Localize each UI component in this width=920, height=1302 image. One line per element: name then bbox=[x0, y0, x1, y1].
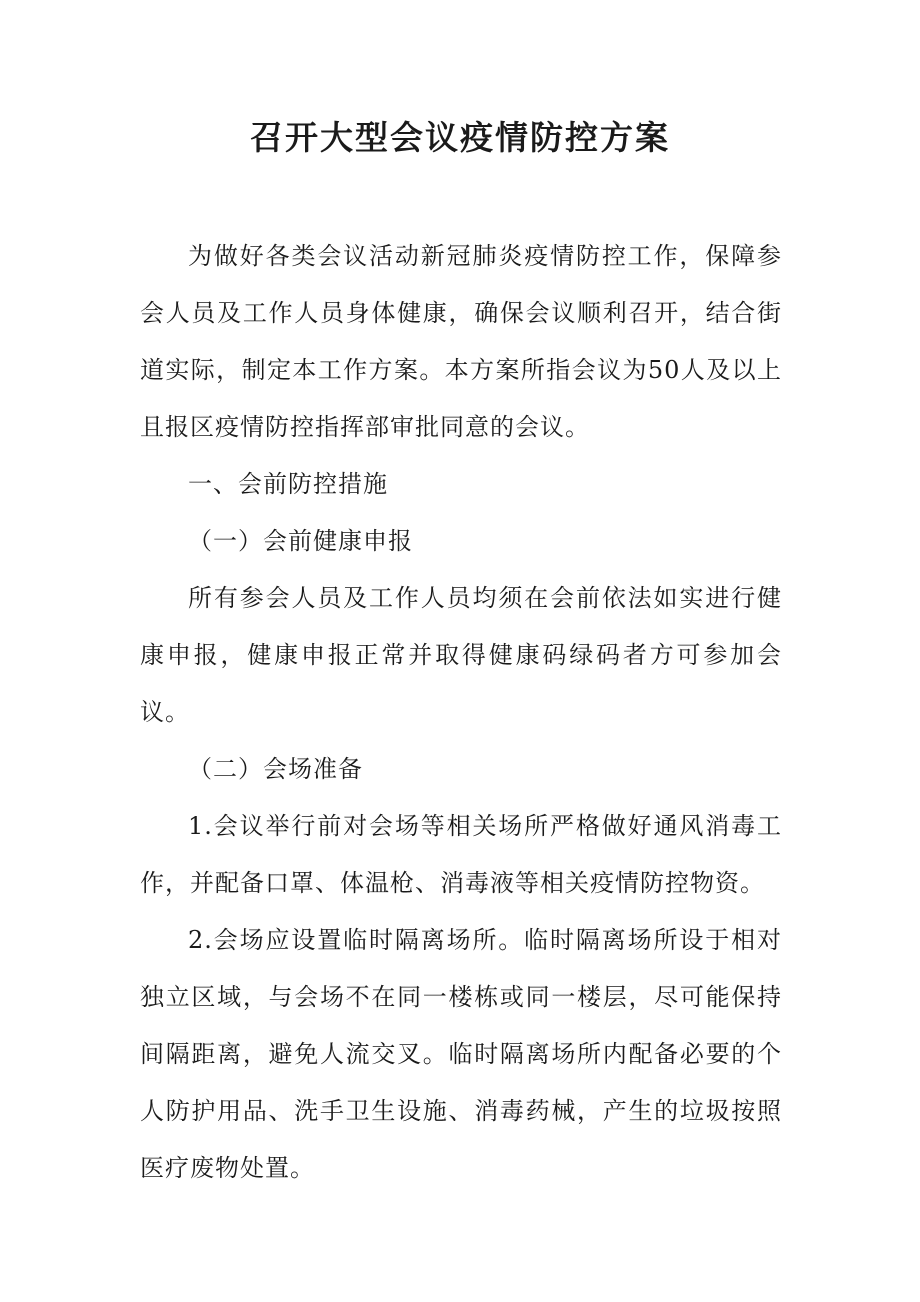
subsection-heading-1: （一）会前健康申报 bbox=[188, 527, 413, 555]
document-body bbox=[140, 228, 782, 1197]
venue-item-2-paragraph: 2.会场应设置临时隔离场所。临时隔离场所设于相对独立区域，与会场不在同一楼栋或同一楼层，尽可能保持间隔距离，避免人流交叉。临时隔离场所内配备必要的个人防护用品、洗手卫生设施、消毒药械，产生的垃圾按照医疗废物处置。 bbox=[140, 926, 782, 1182]
venue-item-1-paragraph: 1.会议举行前对会场等相关场所严格做好通风消毒工作，并配备口罩、体温枪、消毒液等相关疫情防控物资。 bbox=[140, 812, 782, 897]
subsection-heading-2: （二）会场准备 bbox=[188, 755, 363, 783]
section-heading-1: 一、会前防控措施 bbox=[188, 470, 388, 498]
intro-paragraph: 为做好各类会议活动新冠肺炎疫情防控工作，保障参会人员及工作人员身体健康，确保会议顺利召开，结合街道实际，制定本工作方案。本方案所指会议为50人及以上且报区疫情防控指挥部审批同意的会议。 bbox=[140, 242, 782, 441]
document-title: 召开大型会议疫情防控方案 bbox=[250, 118, 670, 157]
health-declaration-paragraph: 所有参会人员及工作人员均须在会前依法如实进行健康申报，健康申报正常并取得健康码绿码者方可参加会议。 bbox=[140, 584, 782, 726]
